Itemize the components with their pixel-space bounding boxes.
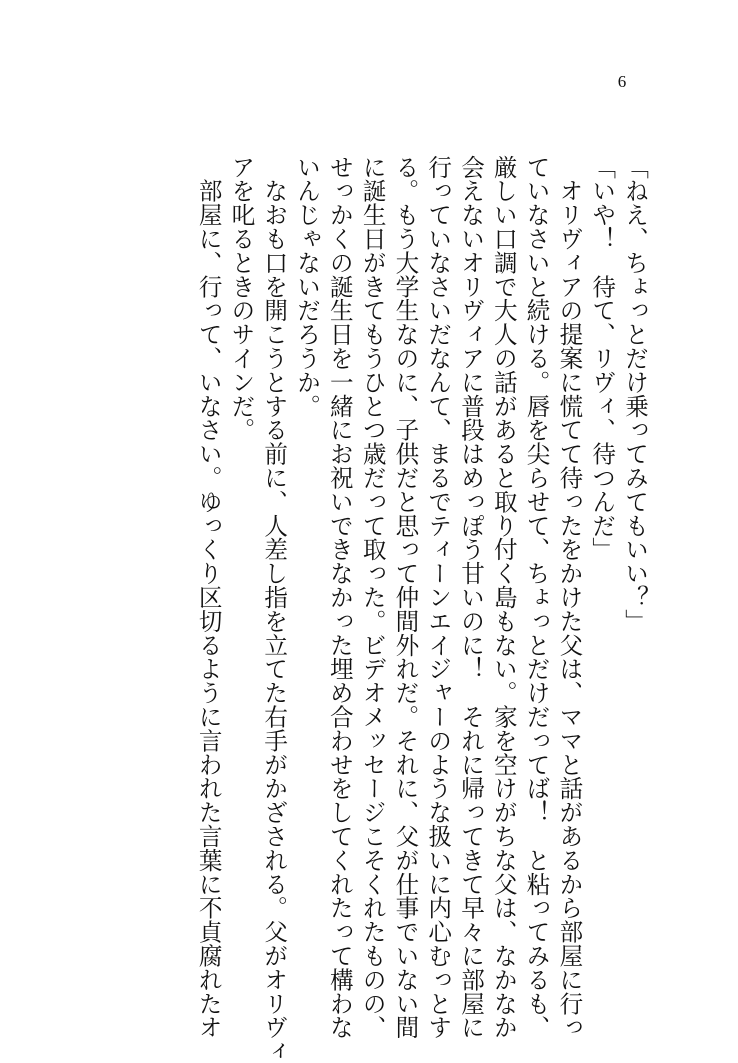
text-line: る。もう大学生なのに、子供だと思って仲間外れだ。それに、父が仕事でいない間	[391, 155, 420, 1040]
text-line: 行っていなさいだなんて、まるでティーンエイジャーのような扱いに内心むっとす	[424, 155, 453, 1040]
vertical-text-body	[192, 155, 651, 1063]
text-line: 「ねえ、ちょっとだけ乗ってみてもいい？」	[621, 155, 649, 633]
text-line: 会えないオリヴィアに普段はめっぽう甘いのに！ それに帰ってきて早々に部屋に	[457, 155, 486, 1040]
page-number: 6	[617, 72, 627, 91]
text-line: せっかくの誕生日を一緒にお祝いできなかった埋め合わせをしてくれたって構わな	[325, 155, 354, 1040]
text-line: ていなさいと続ける。唇を尖らせて、ちょっとだけだってば！ と粘ってみるも、	[522, 155, 551, 1040]
text-line: なおも口を開こうとする前に、人差し指を立てた右手がかざされる。父がオリヴィ	[260, 155, 289, 1063]
text-line: に誕生日がきてもうひとつ歳だって取った。ビデオメッセージこそくれたものの、	[358, 155, 387, 1040]
text-line: 部屋に、行って、いなさい。ゆっくり区切るように言われた言葉に不貞腐れたオ	[194, 155, 223, 1040]
text-line: アを叱るときのサインだ。	[227, 155, 256, 442]
text-line: いんじゃないだろうか。	[293, 155, 322, 418]
text-line: オリヴィアの提案に慌てて待ったをかけた父は、ママと話があるから部屋に行っ	[555, 155, 584, 1040]
text-line: 厳しい口調で大人の話があると取り付く島もない。家を空けがちな父は、なかなか	[489, 155, 518, 1040]
text-line: 「いや！ 待て、リヴィ、待つんだ」	[588, 155, 617, 562]
